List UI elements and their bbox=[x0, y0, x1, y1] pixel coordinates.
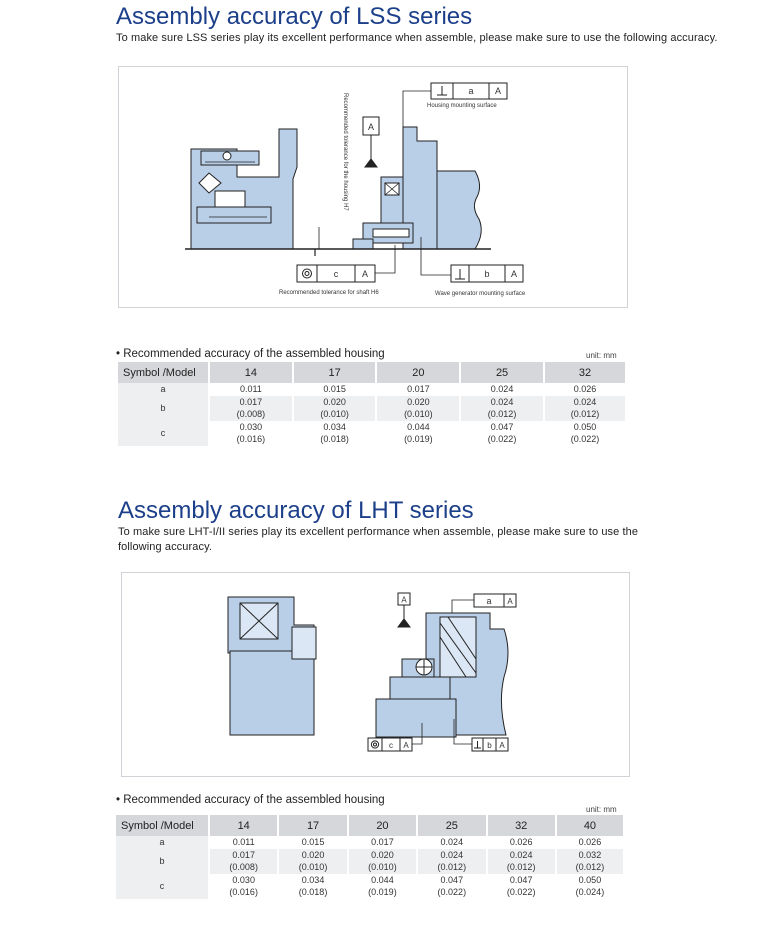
table-cell: 0.015 bbox=[293, 383, 377, 396]
table-header bbox=[116, 815, 623, 836]
table-cell: 0.011 bbox=[209, 383, 293, 396]
table-cell: (0.008) bbox=[209, 861, 278, 874]
lht-table-caption: • Recommended accuracy of the assembled housing bbox=[116, 794, 385, 806]
lss-wave-label: Wave generator mounting surface bbox=[435, 291, 526, 297]
table-row bbox=[118, 396, 625, 409]
table-cell: 0.020 bbox=[278, 849, 347, 862]
lht-frame-b-datum: A bbox=[499, 741, 505, 750]
row-label: a bbox=[116, 836, 209, 849]
table-row bbox=[116, 836, 623, 849]
header-cell: 40 bbox=[556, 815, 623, 836]
table-cell: 0.024 bbox=[544, 396, 625, 409]
table-cell: 0.044 bbox=[376, 421, 460, 434]
table-cell: (0.008) bbox=[209, 408, 293, 421]
header-cell: Symbol /Model bbox=[118, 362, 209, 383]
table-cell: 0.030 bbox=[209, 874, 278, 887]
lht-frame-c-datum: A bbox=[403, 741, 409, 750]
table-cell: (0.024) bbox=[556, 886, 623, 899]
table-cell: (0.016) bbox=[209, 886, 278, 899]
lht-assembly-drawing bbox=[122, 573, 629, 776]
table-cell: (0.019) bbox=[376, 433, 460, 446]
lss-figure bbox=[118, 66, 628, 308]
table-cell: (0.010) bbox=[278, 861, 347, 874]
row-label: b bbox=[118, 396, 209, 421]
table-cell: (0.018) bbox=[278, 886, 347, 899]
table-cell: 0.047 bbox=[460, 421, 544, 434]
table-cell: 0.015 bbox=[278, 836, 347, 849]
lht-frame-a-datum: A bbox=[507, 597, 513, 606]
header-cell: 25 bbox=[417, 815, 486, 836]
lht-title: Assembly accuracy of LHT series bbox=[118, 497, 474, 524]
table-cell: 0.044 bbox=[348, 874, 417, 887]
table-cell: (0.012) bbox=[417, 861, 486, 874]
table-cell: (0.012) bbox=[460, 408, 544, 421]
table-row bbox=[116, 849, 623, 862]
header-cell: 14 bbox=[209, 815, 278, 836]
header-cell: 17 bbox=[293, 362, 377, 383]
table-cell: 0.047 bbox=[487, 874, 556, 887]
table-cell: (0.010) bbox=[376, 408, 460, 421]
table-cell: 0.024 bbox=[487, 849, 556, 862]
table-cell: (0.012) bbox=[556, 861, 623, 874]
table-cell: 0.020 bbox=[293, 396, 377, 409]
table-cell: 0.047 bbox=[417, 874, 486, 887]
row-label: a bbox=[118, 383, 209, 396]
header-cell: Symbol /Model bbox=[116, 815, 209, 836]
table-cell: 0.026 bbox=[556, 836, 623, 849]
lss-intro: To make sure LSS series play its excellent performance when assemble, please make sure to use the following accuracy. bbox=[116, 32, 718, 44]
table-row bbox=[116, 874, 623, 887]
table-cell: (0.022) bbox=[460, 433, 544, 446]
table-row bbox=[118, 383, 625, 396]
header-cell: 32 bbox=[487, 815, 556, 836]
lss-sym-c: c bbox=[333, 269, 339, 279]
table-cell: (0.010) bbox=[348, 861, 417, 874]
lss-sym-a: a bbox=[468, 86, 474, 96]
table-cell: 0.032 bbox=[556, 849, 623, 862]
lht-datum-a: A bbox=[401, 595, 407, 605]
header-cell: 14 bbox=[209, 362, 293, 383]
row-label: c bbox=[116, 874, 209, 899]
row-label: b bbox=[116, 849, 209, 874]
lht-accuracy-table bbox=[116, 815, 623, 899]
table-cell: 0.017 bbox=[209, 396, 293, 409]
row-label: c bbox=[118, 421, 209, 446]
lss-assembly-drawing bbox=[119, 67, 627, 307]
table-row bbox=[118, 421, 625, 434]
header-cell: 17 bbox=[278, 815, 347, 836]
lss-housing-tolerance-label: Recommended tolerance for the housing H7 bbox=[342, 93, 348, 211]
header-cell: 20 bbox=[376, 362, 460, 383]
table-cell: (0.016) bbox=[209, 433, 293, 446]
table-cell: 0.024 bbox=[417, 849, 486, 862]
table-cell: 0.011 bbox=[209, 836, 278, 849]
lss-frame-a-datum: A bbox=[494, 86, 502, 96]
header-cell: 20 bbox=[348, 815, 417, 836]
table-cell: 0.024 bbox=[460, 396, 544, 409]
lss-frame-b-datum: A bbox=[510, 269, 518, 279]
lss-frame-c-datum: A bbox=[361, 269, 369, 279]
table-cell: 0.017 bbox=[209, 849, 278, 862]
table-cell: 0.050 bbox=[544, 421, 625, 434]
table-cell: 0.024 bbox=[417, 836, 486, 849]
table-cell: 0.017 bbox=[348, 836, 417, 849]
table-cell: (0.012) bbox=[487, 861, 556, 874]
table-cell: (0.010) bbox=[293, 408, 377, 421]
header-cell: 32 bbox=[544, 362, 625, 383]
header-cell: 25 bbox=[460, 362, 544, 383]
lht-sym-c: c bbox=[389, 741, 393, 750]
lss-housing-label: Housing mounting surface bbox=[427, 103, 497, 109]
table-header bbox=[118, 362, 625, 383]
table-cell: 0.026 bbox=[487, 836, 556, 849]
lss-shaft-label: Recommended tolerance for shaft H6 bbox=[279, 290, 379, 296]
table-cell: 0.034 bbox=[293, 421, 377, 434]
lss-unit: unit: mm bbox=[586, 351, 617, 360]
lht-intro: To make sure LHT-I/II series play its excellent performance when assemble, please make sure to use the following accuracy. bbox=[118, 526, 639, 553]
lss-table-caption: • Recommended accuracy of the assembled housing bbox=[116, 348, 385, 360]
table-cell: (0.022) bbox=[544, 433, 625, 446]
table-cell: 0.030 bbox=[209, 421, 293, 434]
table-cell: (0.022) bbox=[417, 886, 486, 899]
lht-sym-b: b bbox=[487, 741, 492, 750]
table-cell: 0.020 bbox=[348, 849, 417, 862]
table-cell: (0.012) bbox=[544, 408, 625, 421]
lss-sym-b: b bbox=[484, 269, 490, 279]
lht-unit: unit: mm bbox=[586, 805, 617, 814]
lss-datum-a: A bbox=[367, 122, 375, 132]
table-cell: (0.019) bbox=[348, 886, 417, 899]
table-cell: (0.018) bbox=[293, 433, 377, 446]
lss-title: Assembly accuracy of LSS series bbox=[116, 3, 473, 30]
table-cell: 0.024 bbox=[460, 383, 544, 396]
lht-figure bbox=[121, 572, 630, 777]
lss-accuracy-table bbox=[118, 362, 625, 446]
table-cell: 0.020 bbox=[376, 396, 460, 409]
table-cell: 0.026 bbox=[544, 383, 625, 396]
table-cell: 0.034 bbox=[278, 874, 347, 887]
lht-sym-a: a bbox=[486, 596, 492, 606]
table-cell: 0.017 bbox=[376, 383, 460, 396]
table-cell: (0.022) bbox=[487, 886, 556, 899]
table-cell: 0.050 bbox=[556, 874, 623, 887]
